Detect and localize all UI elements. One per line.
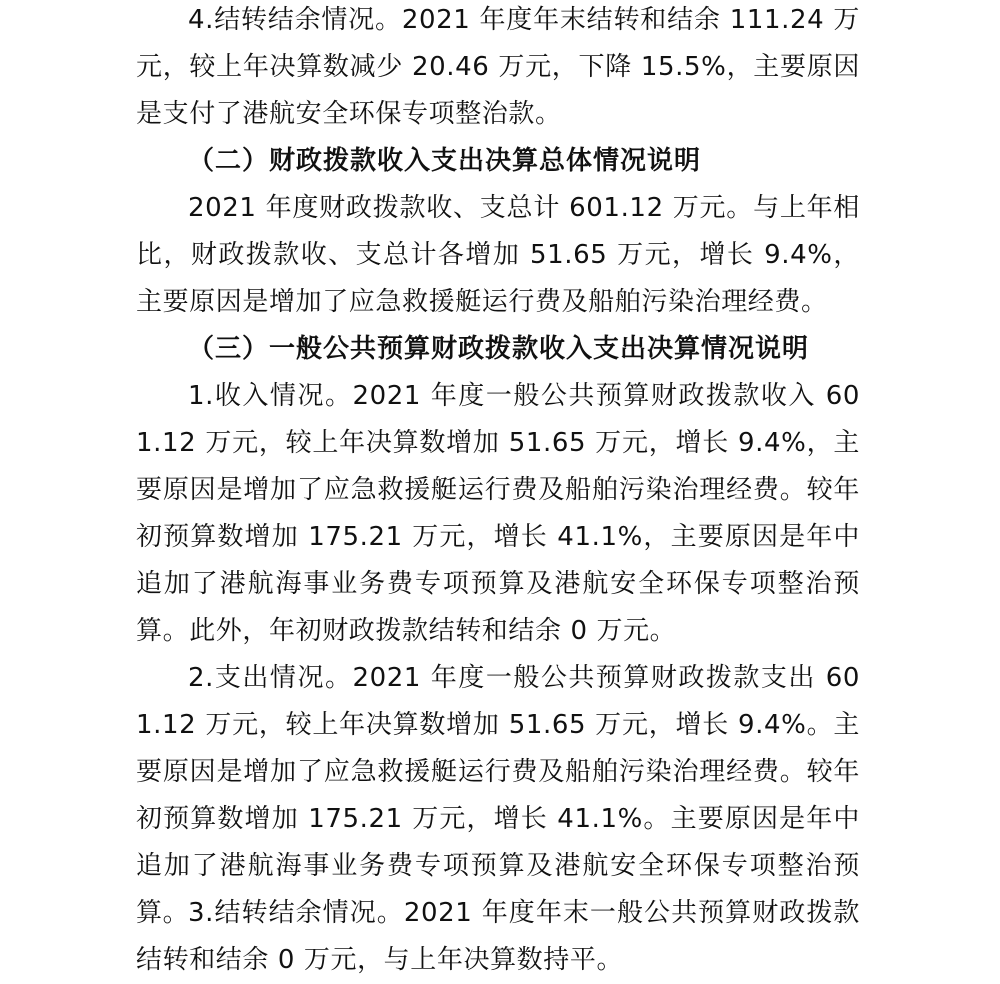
paragraph-income: 1.收入情况。2021 年度一般公共预算财政拨款收入 601.12 万元，较上年决算数增加 51.65 万元，增长 9.4%，主要原因是增加了应急救援艇运行费及船舶污染治理经费。较年初预算数增加 175.21 万元，增长 41.1%，主要原因是年中追加了港航海事业务费专项预算及港航安全环保专项整治预算。此外，年初财政拨款结转和结余 0 万元。 — [136, 381, 860, 646]
section-heading-general-budget: （三）一般公共预算财政拨款收入支出决算情况说明 — [188, 334, 810, 364]
paragraph-overall-summary: 2021 年度财政拨款收、支总计 601.12 万元。与上年相比，财政拨款收、支总计各增加 51.65 万元，增长 9.4%，主要原因是增加了应急救援艇运行费及船舶污染治理经费。 — [136, 193, 860, 317]
paragraph-carryover-summary: 4.结转结余情况。2021 年度年末结转和结余 111.24 万元，较上年决算数减少 20.46 万元，下降 15.5%，主要原因是支付了港航安全环保专项整治款。 — [136, 5, 860, 129]
paragraph-general-carryover: 3.结转结余情况。2021 年度年末一般公共预算财政拨款结转和结余 0 万元，与上年决算数持平。 — [136, 898, 860, 975]
paragraph-expenditure: 2.支出情况。2021 年度一般公共预算财政拨款支出 601.12 万元，较上年决算数增加 51.65 万元，增长 9.4%。主要原因是增加了应急救援艇运行费及船舶污染治理经费。较年初预算数增加 175.21 万元，增长 41.1%。主要原因是年中追加了港航海事业务费专项预算及港航安全环保专项整治预算。 — [136, 663, 860, 928]
section-heading-overall: （二）财政拨款收入支出决算总体情况说明 — [188, 146, 702, 176]
